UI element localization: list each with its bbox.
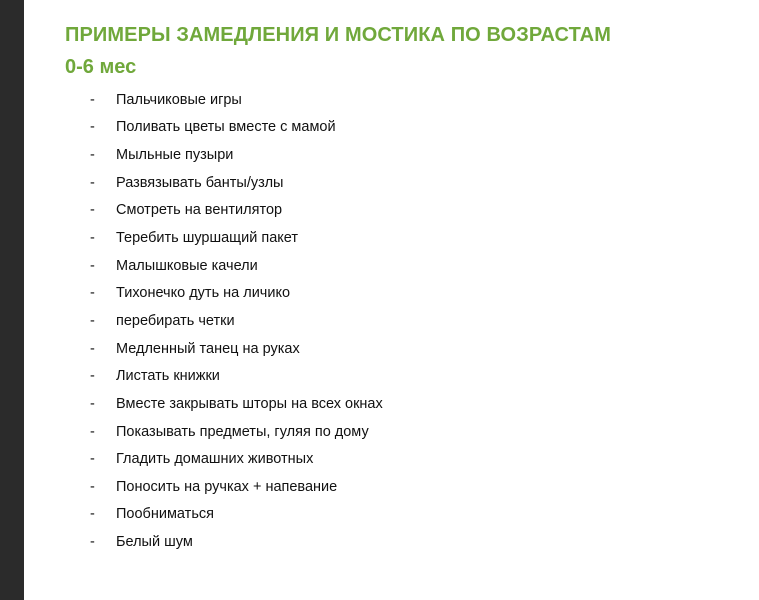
bullet-dash: - xyxy=(90,147,95,164)
page-title: ПРИМЕРЫ ЗАМЕДЛЕНИЯ И МОСТИКА ПО ВОЗРАСТАМ xyxy=(65,24,611,46)
list-item-text: Пообниматься xyxy=(116,506,214,523)
list-item-text: Гладить домашних животных xyxy=(116,451,314,468)
bullet-dash: - xyxy=(90,119,95,136)
list-item xyxy=(90,86,383,114)
bullet-dash: - xyxy=(90,285,95,302)
bullet-dash: - xyxy=(90,257,95,274)
bullet-dash: - xyxy=(90,395,95,412)
list-item-text: Вместе закрывать шторы на всех окнах xyxy=(116,395,383,412)
list-item-text: перебирать четки xyxy=(116,312,235,329)
list-item xyxy=(90,418,383,446)
list-item xyxy=(90,307,383,335)
list-item xyxy=(90,473,383,501)
list-item-text: Медленный танец на руках xyxy=(116,340,300,357)
document-page xyxy=(24,0,759,600)
bullet-dash: - xyxy=(90,230,95,247)
bullet-dash: - xyxy=(90,174,95,191)
list-item xyxy=(90,362,383,390)
list-item-text: Смотреть на вентилятор xyxy=(116,202,283,219)
list-item xyxy=(90,501,383,529)
list-item-text: Поливать цветы вместе с мамой xyxy=(116,119,336,136)
list-item-text: Пальчиковые игры xyxy=(116,91,242,108)
list-item xyxy=(90,197,383,225)
list-item-text: Развязывать банты/узлы xyxy=(116,174,284,191)
list-item xyxy=(90,141,383,169)
bullet-dash: - xyxy=(90,423,95,440)
list-item-text: Тихонечко дуть на личико xyxy=(116,285,291,302)
list-item-text: Теребить шуршащий пакет xyxy=(116,230,298,247)
bullet-dash: - xyxy=(90,312,95,329)
list-item xyxy=(90,390,383,418)
activity-list xyxy=(90,86,383,556)
list-item xyxy=(90,224,383,252)
bullet-dash: - xyxy=(90,506,95,523)
age-range-heading: 0-6 мес xyxy=(65,56,137,78)
bullet-dash: - xyxy=(90,368,95,385)
bullet-dash: - xyxy=(90,451,95,468)
bullet-dash: - xyxy=(90,478,95,495)
list-item-text: Показывать предметы, гуляя по дому xyxy=(116,423,369,440)
list-item-text: Листать книжки xyxy=(116,368,220,385)
list-item xyxy=(90,335,383,363)
list-item xyxy=(90,445,383,473)
bullet-dash: - xyxy=(90,534,95,551)
list-item xyxy=(90,252,383,280)
list-item-text: Белый шум xyxy=(116,534,193,551)
list-item xyxy=(90,528,383,556)
bullet-dash: - xyxy=(90,202,95,219)
list-item xyxy=(90,169,383,197)
list-item-text: Малышковые качели xyxy=(116,257,258,274)
left-dark-edge xyxy=(0,0,24,600)
bullet-dash: - xyxy=(90,91,95,108)
list-item-text: Мыльные пузыри xyxy=(116,147,234,164)
list-item-text: Поносить на ручках + напевание xyxy=(116,478,338,495)
bullet-dash: - xyxy=(90,340,95,357)
list-item xyxy=(90,114,383,142)
list-item xyxy=(90,279,383,307)
